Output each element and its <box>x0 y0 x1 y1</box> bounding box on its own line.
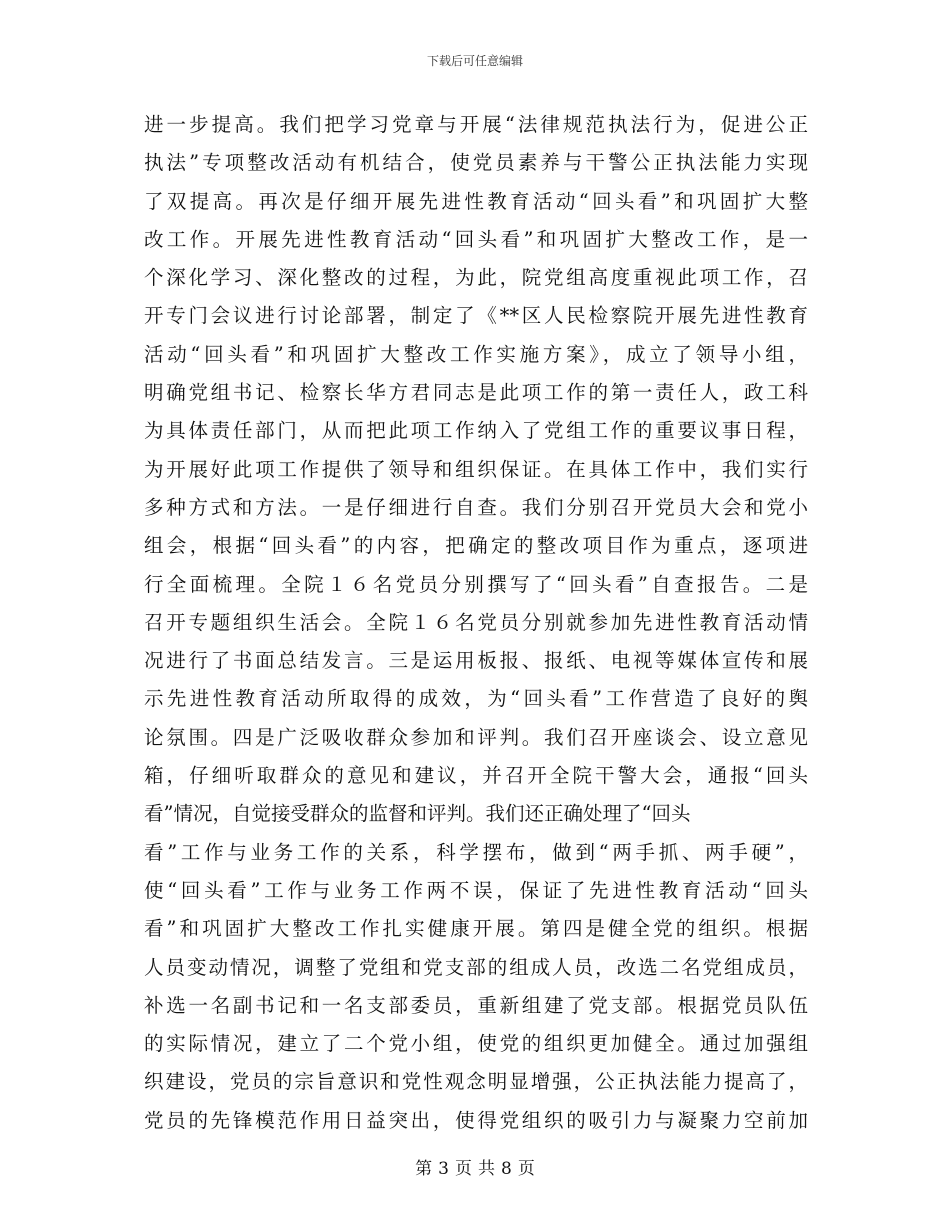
body-line: 人员变动情况，调整了党组和党支部的组成人员，改选二名党组成员， <box>144 955 808 979</box>
footer-page-number: 3 <box>438 1159 449 1179</box>
body-line: 个深化学习、深化整改的过程，为此，院党组高度重视此项工作，召 <box>144 266 808 290</box>
document-body <box>144 106 808 1140</box>
body-line: 进一步提高。我们把学习党章与开展“法律规范执法行为，促进公正 <box>144 113 808 136</box>
body-line: 活动“回头看”和巩固扩大整改工作实施方案》，成立了领导小组， <box>144 342 808 366</box>
footer-di: 第 <box>415 1159 433 1179</box>
footer-total-pages: 8 <box>501 1159 512 1179</box>
footer-ye-2: 页 <box>517 1159 535 1179</box>
body-line: 论氛围。四是广泛吸收群众参加和评判。我们召开座谈会、设立意见 <box>144 725 808 749</box>
body-line: 况进行了书面总结发言。三是运用板报、报纸、电视等媒体宣传和展 <box>144 649 808 673</box>
body-line: 召开专题组织生活会。全院１６名党员分别就参加先进性教育活动情 <box>144 610 808 634</box>
body-line: 多种方式和方法。一是仔细进行自查。我们分别召开党员大会和党小 <box>144 495 808 519</box>
page-header-note: 下载后可任意编辑 <box>426 54 523 68</box>
body-line: 开专门会议进行讨论部署，制定了《**区人民检察院开展先进性教育 <box>144 304 808 328</box>
body-line: 改工作。开展先进性教育活动“回头看”和巩固扩大整改工作，是一 <box>144 227 808 251</box>
body-line: 织建设，党员的宗旨意识和党性观念明显增强，公正执法能力提高了， <box>144 1070 808 1094</box>
footer-gong: 共 <box>478 1159 495 1179</box>
page-footer <box>0 1154 950 1179</box>
body-line: 执法”专项整改活动有机结合，使党员素养与干警公正执法能力实现 <box>144 151 808 175</box>
body-line: 看”工作与业务工作的关系，科学摆布，做到“两手抓、两手硬”， <box>144 840 808 864</box>
body-line: 看”情况，自觉接受群众的监督和评判。我们还正确处理了“回头 <box>144 802 691 826</box>
body-line: 的实际情况，建立了二个党小组，使党的组织更加健全。通过加强组 <box>144 1032 808 1056</box>
body-line: 示先进性教育活动所取得的成效，为“回头看”工作营造了良好的舆 <box>144 687 808 711</box>
body-line: 使“回头看”工作与业务工作两不误，保证了先进性教育活动“回头 <box>144 878 808 902</box>
body-line: 为开展好此项工作提供了领导和组织保证。在具体工作中，我们实行 <box>144 457 808 481</box>
body-line: 行全面梳理。全院１６名党员分别撰写了“回头看”自查报告。二是 <box>144 572 808 596</box>
body-line: 看”和巩固扩大整改工作扎实健康开展。第四是健全党的组织。根据 <box>144 917 808 941</box>
body-line: 明确党组书记、检察长华方君同志是此项工作的第一责任人，政工科 <box>144 381 808 405</box>
body-line: 组会，根据“回头看”的内容，把确定的整改项目作为重点，逐项进 <box>144 534 808 558</box>
body-line: 箱，仔细听取群众的意见和建议，并召开全院干警大会，通报“回头 <box>144 764 808 788</box>
body-line: 补选一名副书记和一名支部委员，重新组建了党支部。根据党员队伍 <box>144 993 808 1017</box>
body-line: 了双提高。再次是仔细开展先进性教育活动“回头看”和巩固扩大整 <box>144 189 808 213</box>
footer-ye: 页 <box>455 1159 472 1179</box>
body-line: 党员的先锋模范作用日益突出，使得党组织的吸引力与凝聚力空前加 <box>144 1108 808 1132</box>
body-line: 为具体责任部门，从而把此项工作纳入了党组工作的重要议事日程， <box>144 419 808 443</box>
